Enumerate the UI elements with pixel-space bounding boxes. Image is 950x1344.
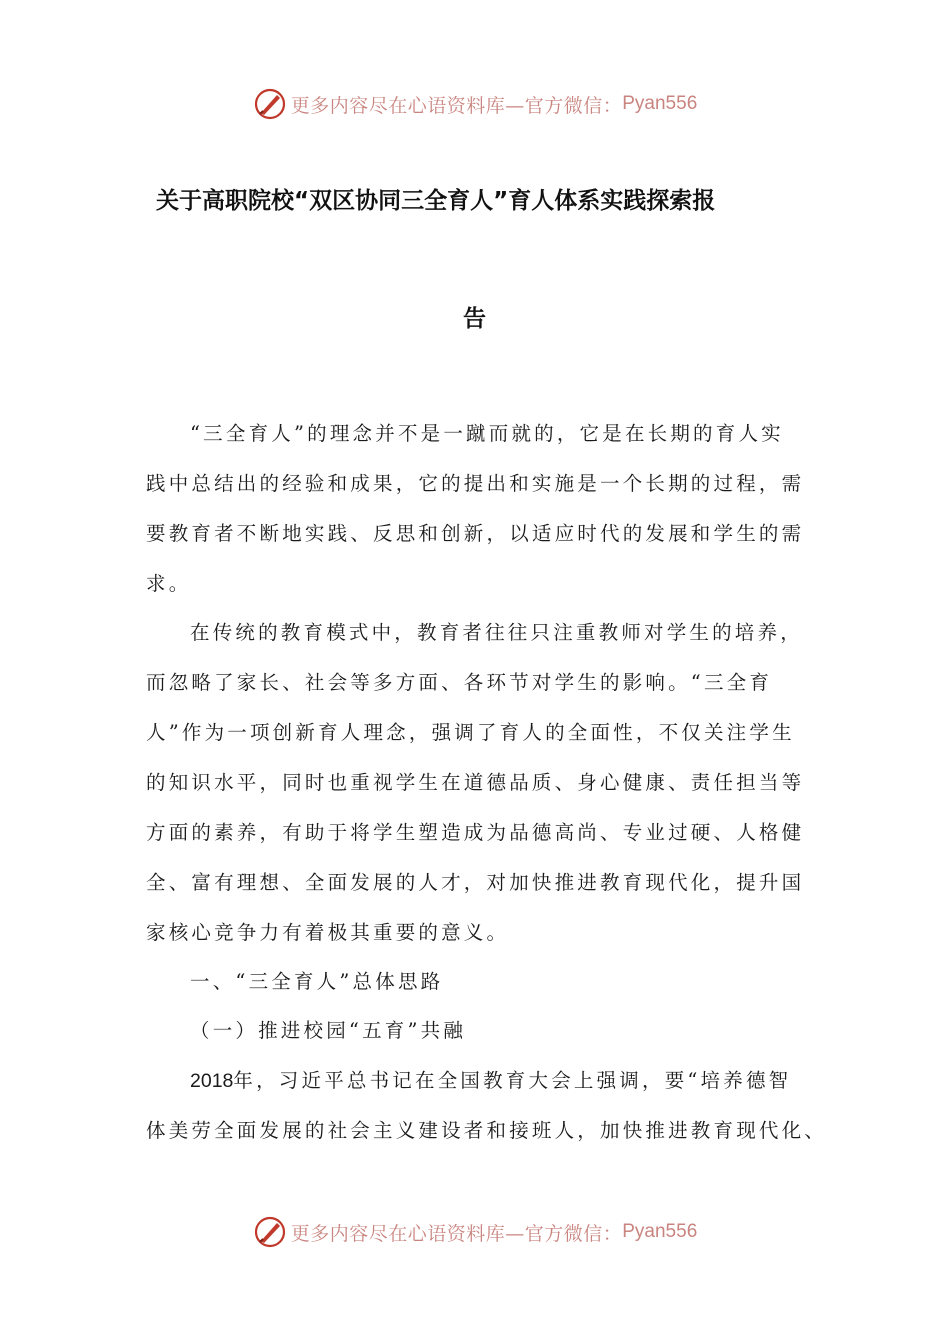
subsection-heading-1 — [146, 1006, 811, 1056]
text-line: 家核心竞争力有着极其重要的意义。 — [146, 921, 510, 944]
text-line: 体美劳全面发展的社会主义建设者和接班人，加快推进教育现代化、 — [146, 1119, 828, 1142]
document-title-line-2: 告 — [463, 306, 486, 332]
text-line: 的知识水平，同时也重视学生在道德品质、身心健康、责任担当等 — [146, 771, 805, 794]
text-line — [146, 1056, 811, 1106]
quill-logo-icon — [253, 1215, 287, 1249]
watermark-banner-top — [0, 84, 950, 124]
text-line: 方面的素养，有助于将学生塑造成为品德高尚、专业过硬、人格健 — [146, 821, 805, 844]
subsection-heading-text: （一）推进校园“五育”共融 — [190, 1019, 467, 1042]
text-line: 践中总结出的经验和成果，它的提出和实施是一个长期的过程，需 — [146, 472, 805, 495]
document-title-line-1: 关于高职院校“双区协同三全育人”育人体系实践探索报 — [156, 188, 716, 214]
watermark-wechat-id: Pyan556 — [622, 93, 698, 114]
text-line: 全、富有理想、全面发展的人才，对加快推进教育现代化，提升国 — [146, 871, 805, 894]
watermark-wechat-id: Pyan556 — [622, 1221, 698, 1242]
text-line: 要教育者不断地实践、反思和创新，以适应时代的发展和学生的需 — [146, 522, 805, 545]
text-line: 而忽略了家长、社会等多方面、各环节对学生的影响。“三全育 — [146, 671, 773, 694]
watermark-text: 更多内容尽在心语资料库—官方微信： — [290, 1222, 623, 1245]
quill-logo-icon — [253, 87, 287, 121]
paragraph-1 — [146, 409, 811, 609]
paragraph-3 — [146, 1056, 828, 1156]
year-number: 2018 — [190, 1070, 234, 1092]
section-heading-text: 一、“三全育人”总体思路 — [190, 970, 444, 993]
watermark-banner-bottom — [0, 1212, 950, 1252]
text-line: 求。 — [146, 572, 192, 595]
text-line: “三全育人”的理念并不是一蹴而就的，它是在长期的育人实 — [190, 422, 784, 445]
text-line: 人”作为一项创新育人理念，强调了育人的全面性，不仅关注学生 — [146, 721, 795, 744]
section-heading-1 — [146, 957, 811, 1007]
watermark-text: 更多内容尽在心语资料库—官方微信： — [290, 94, 623, 117]
text-line: 在传统的教育模式中，教育者往往只注重教师对学生的培养， — [190, 621, 803, 644]
paragraph-2 — [146, 608, 811, 958]
text-line-content: 年，习近平总书记在全国教育大会上强调，要“培养德智 — [233, 1069, 792, 1092]
